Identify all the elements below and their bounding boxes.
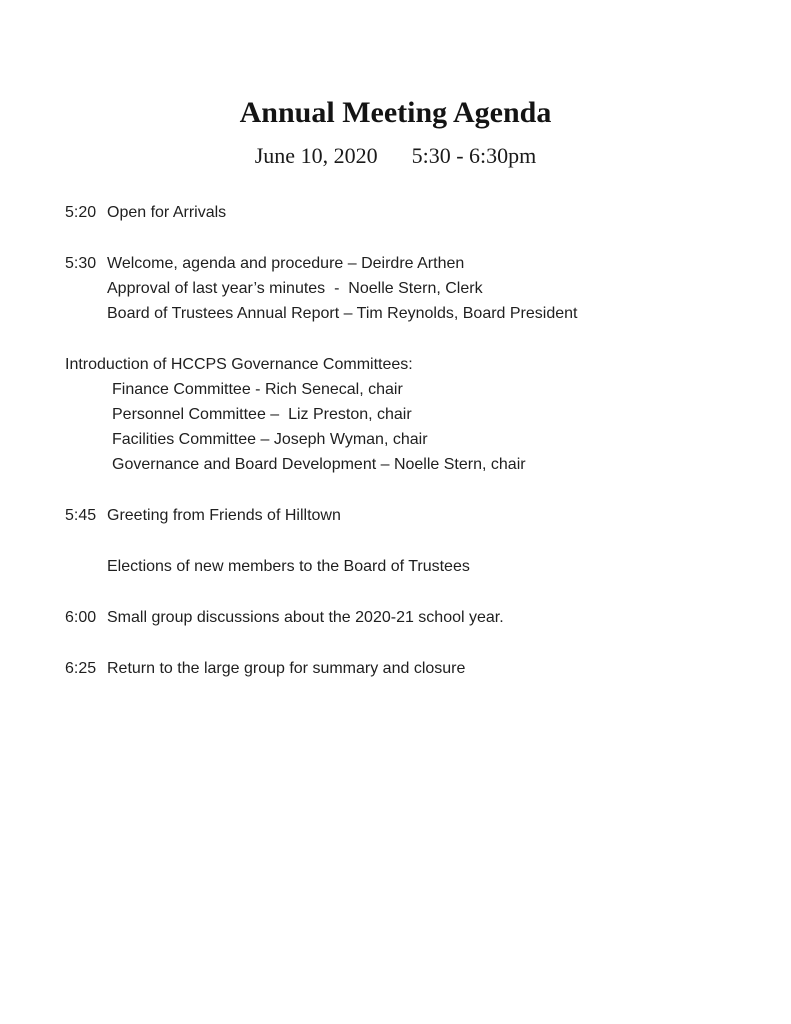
- page-title: Annual Meeting Agenda: [239, 96, 552, 129]
- agenda-text: Board of Trustees Annual Report – Tim Reynolds, Board President: [107, 305, 578, 322]
- agenda-list: [0, 200, 791, 681]
- agenda-text: Small group discussions about the 2020-21 school year.: [107, 609, 504, 626]
- agenda-text: Personnel Committee – Liz Preston, chair: [112, 406, 412, 423]
- agenda-text: Return to the large group for summary and closure: [107, 660, 466, 677]
- spacer: [65, 528, 751, 554]
- agenda-text: Greeting from Friends of Hilltown: [107, 507, 341, 524]
- agenda-time: 5:30: [65, 255, 97, 272]
- agenda-time: 5:45: [65, 507, 97, 524]
- agenda-subitem-annual-report: [65, 301, 751, 326]
- agenda-text: Governance and Board Development – Noelle Stern, chair: [112, 456, 526, 473]
- agenda-item-closure: [65, 656, 751, 681]
- agenda-item-discussions: [65, 605, 751, 630]
- agenda-item-welcome: [65, 251, 751, 276]
- agenda-text: Finance Committee - Rich Senecal, chair: [112, 381, 403, 398]
- meeting-date: June 10, 2020: [254, 143, 378, 168]
- agenda-subitem-minutes-approval: [65, 276, 751, 301]
- agenda-item-greeting: [65, 503, 751, 528]
- committee-item-governance: [65, 452, 751, 477]
- agenda-time: 6:25: [65, 660, 97, 677]
- committee-item-finance: [65, 377, 751, 402]
- spacer: [65, 326, 751, 352]
- meeting-datetime: [0, 141, 791, 171]
- agenda-heading-committees: [65, 352, 751, 377]
- spacer: [65, 579, 751, 605]
- spacer: [65, 477, 751, 503]
- agenda-text: Introduction of HCCPS Governance Committees:: [65, 356, 413, 373]
- agenda-text: Facilities Committee – Joseph Wyman, chair: [112, 431, 428, 448]
- agenda-text: Approval of last year’s minutes - Noelle Stern, Clerk: [107, 280, 483, 297]
- committee-item-personnel: [65, 402, 751, 427]
- committee-item-facilities: [65, 427, 751, 452]
- agenda-time: 5:20: [65, 204, 97, 221]
- agenda-text: Open for Arrivals: [107, 204, 227, 221]
- agenda-item-elections: [65, 554, 751, 579]
- agenda-item-arrivals: [65, 200, 751, 225]
- agenda-text: Welcome, agenda and procedure – Deirdre Arthen: [107, 255, 465, 272]
- agenda-time: 6:00: [65, 609, 97, 626]
- spacer: [65, 225, 751, 251]
- meeting-time-range: 5:30 - 6:30pm: [411, 143, 537, 168]
- spacer: [65, 630, 751, 656]
- agenda-text: Elections of new members to the Board of Trustees: [107, 558, 470, 575]
